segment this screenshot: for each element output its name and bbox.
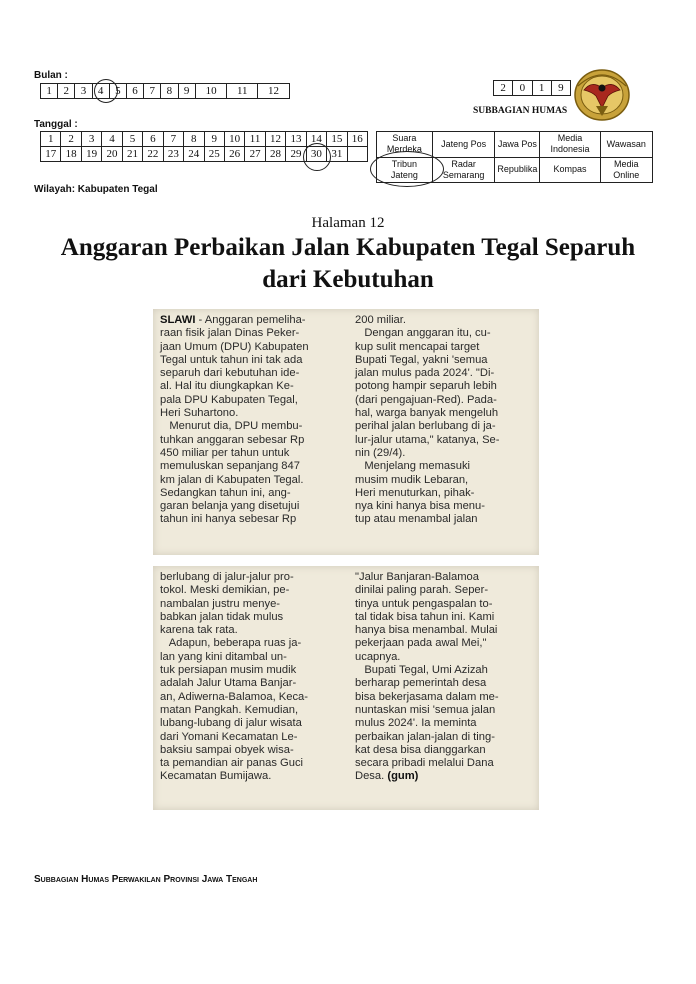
bulan-label: Bulan :: [34, 70, 68, 81]
tanggal-cell-r2-9: 25: [204, 147, 224, 162]
year-digit-4: 9: [551, 81, 570, 96]
article-col-top-left: [160, 314, 309, 527]
article-title-line-2: dari Kebutuhan: [262, 266, 434, 293]
media-cell-4: Media Indonesia: [540, 132, 600, 158]
media-cell-5: Wawasan: [600, 132, 652, 158]
media-cell-2: Jateng Pos: [432, 132, 495, 158]
tanggal-cell-r2-15: 31: [327, 147, 347, 162]
col-top-left-text: - Anggaran pemeliha- raan fisik jalan Dinas Peker- jaan Umum (DPU) Kabupaten Tegal untuk tahun ini tak ada separuh dari kebutuhan ide- al. Hal itu diungkapkan Ke- pala DPU Kabupaten Tegal, Heri Suhartono. Menurut dia, DPU membu- tuhkan anggaran sebesar Rp 450 miliar per tahun untuk memuluskan sepanjang 847 km jalan di Kabupaten Tegal. Sedangkan tahun ini, ang- garan belanja yang disetujui tahun ini hanya sebesar Rp: [160, 314, 309, 526]
wilayah-label: Wilayah: Kabupaten Tegal: [34, 184, 158, 195]
article-title-line-1: Anggaran Perbaikan Jalan Kabupaten Tegal Separuh: [60, 234, 636, 261]
article-col-bottom-left: berlubang di jalur-jalur pro- tokol. Meski demikian, pe- nambalan justru menye- babkan jalan tidak mulus karena tak rata. Adapun, beberapa ruas ja- lan yang kini ditambal un- tuk persiapan musim mudik adalah Jalur Utama Banjar- an, Adiwerna-Balamoa, Keca- matan Pangkah. Kemudian, lubang-lubang di jalur wisata dari Yomani Kecamatan Le- baksiu sampai obyek wisa- ta pemandian air panas Guci Kecamatan Bumijawa.: [160, 571, 309, 783]
tanggal-cell-15: 15: [327, 132, 347, 147]
tanggal-cell-14: 14: [306, 132, 326, 147]
bulan-cell-8: 8: [161, 84, 178, 99]
tanggal-cell-2: 2: [61, 132, 81, 147]
tanggal-cell-9: 9: [204, 132, 224, 147]
bulan-cell-12: 12: [258, 84, 290, 99]
year-digit-3: 1: [532, 81, 551, 96]
tanggal-cell-r2-6: 22: [143, 147, 163, 162]
tanggal-cell-1: 1: [41, 132, 61, 147]
media-cell-3: Jawa Pos: [495, 132, 540, 158]
col-bottom-right-text: "Jalur Banjaran-Balamoa dinilai paling parah. Seper- tinya untuk pengaspalan to- tal tidak bisa tahun ini. Kami hanya bisa menambal. Mulai pekerjaan pada awal Mei," ucapnya. Bupati Tegal, Umi Azizah berharap pemerintah desa bisa bekerjasama dalam me- nuntaskan misi 'semua jalan mulus 2024'. Ia meminta perbaikan jalan-jalan di ting- kat desa bisa dianggarkan secara pribadi melalui Dana Desa.: [355, 571, 499, 783]
tanggal-cell-r2-16: [347, 147, 367, 162]
tanggal-cell-12: 12: [265, 132, 285, 147]
tanggal-cell-r2-4: 20: [102, 147, 122, 162]
bulan-table: [40, 83, 290, 99]
garuda-emblem-icon: [572, 66, 632, 122]
tanggal-cell-7: 7: [163, 132, 183, 147]
bulan-cell-6: 6: [126, 84, 143, 99]
tanggal-cell-16: 16: [347, 132, 367, 147]
bulan-cell-9: 9: [178, 84, 195, 99]
bulan-circle-mark: [94, 79, 118, 103]
tanggal-cell-5: 5: [122, 132, 142, 147]
tanggal-cell-r2-5: 21: [122, 147, 142, 162]
tanggal-cell-r2-12: 28: [265, 147, 285, 162]
tanggal-circle-mark: [303, 143, 331, 171]
tanggal-cell-r2-8: 24: [184, 147, 204, 162]
tanggal-cell-r2-11: 27: [245, 147, 265, 162]
article-col-top-right: 200 miliar. Dengan anggaran itu, cu- kup sulit mencapai target Bupati Tegal, yakni 'semua jalan mulus pada 2024'. "Di- potong hampir separuh lebih (dari pengajuan-Red). Pada- hal, warga banyak mengeluh perihal jalan berlubang di ja- lur-jalur utama," katanya, Se- nin (29/4). Menjelang memasuki musim mudik Lebaran, Heri menuturkan, pihak- nya kini hanya bisa menu- tup atau menambal jalan: [355, 314, 500, 526]
bulan-cell-3: 3: [75, 84, 92, 99]
year-digit-1: 2: [494, 81, 513, 96]
bulan-cell-1: 1: [41, 84, 58, 99]
clipping-bottom: [153, 566, 539, 810]
media-cell-r2-1: Tribun Jateng: [377, 157, 433, 183]
dateline: SLAWI: [160, 314, 196, 326]
tanggal-cell-10: 10: [224, 132, 244, 147]
tanggal-cell-r2-1: 17: [41, 147, 61, 162]
footer-text: Subbagian Humas Perwakilan Provinsi Jawa Tengah: [34, 874, 258, 885]
year-table: [493, 80, 571, 96]
article-title: [20, 232, 676, 296]
clipping-top: [153, 309, 539, 555]
tanggal-cell-13: 13: [286, 132, 306, 147]
media-circle-mark: [370, 151, 444, 187]
tanggal-cell-11: 11: [245, 132, 265, 147]
media-cell-r2-4: Kompas: [540, 157, 600, 183]
tanggal-cell-r2-2: 18: [61, 147, 81, 162]
media-cell-r2-2: Radar Semarang: [432, 157, 495, 183]
media-cell-r2-5: Media Online: [600, 157, 652, 183]
tanggal-cell-6: 6: [143, 132, 163, 147]
tanggal-cell-4: 4: [102, 132, 122, 147]
bulan-cell-7: 7: [144, 84, 161, 99]
bulan-cell-11: 11: [227, 84, 258, 99]
bulan-cell-5: 5: [109, 84, 126, 99]
tanggal-cell-r2-14: 30: [306, 147, 326, 162]
tanggal-cell-r2-3: 19: [81, 147, 101, 162]
bulan-cell-10: 10: [195, 84, 227, 99]
tanggal-cell-r2-10: 26: [224, 147, 244, 162]
tanggal-cell-3: 3: [81, 132, 101, 147]
tanggal-cell-r2-13: 29: [286, 147, 306, 162]
media-cell-r2-3: Republika: [495, 157, 540, 183]
byline: (gum): [387, 770, 419, 783]
bulan-cell-2: 2: [58, 84, 75, 99]
media-cell-1: Suara Merdeka: [377, 132, 433, 158]
org-name: SUBBAGIAN HUMAS: [473, 106, 568, 116]
tanggal-cell-8: 8: [184, 132, 204, 147]
page-number: Halaman 12: [311, 215, 385, 231]
tanggal-label: Tanggal :: [34, 119, 78, 130]
tanggal-cell-r2-7: 23: [163, 147, 183, 162]
article-col-bottom-right: [355, 571, 499, 784]
year-digit-2: 0: [513, 81, 532, 96]
bulan-cell-4: 4: [92, 84, 109, 99]
